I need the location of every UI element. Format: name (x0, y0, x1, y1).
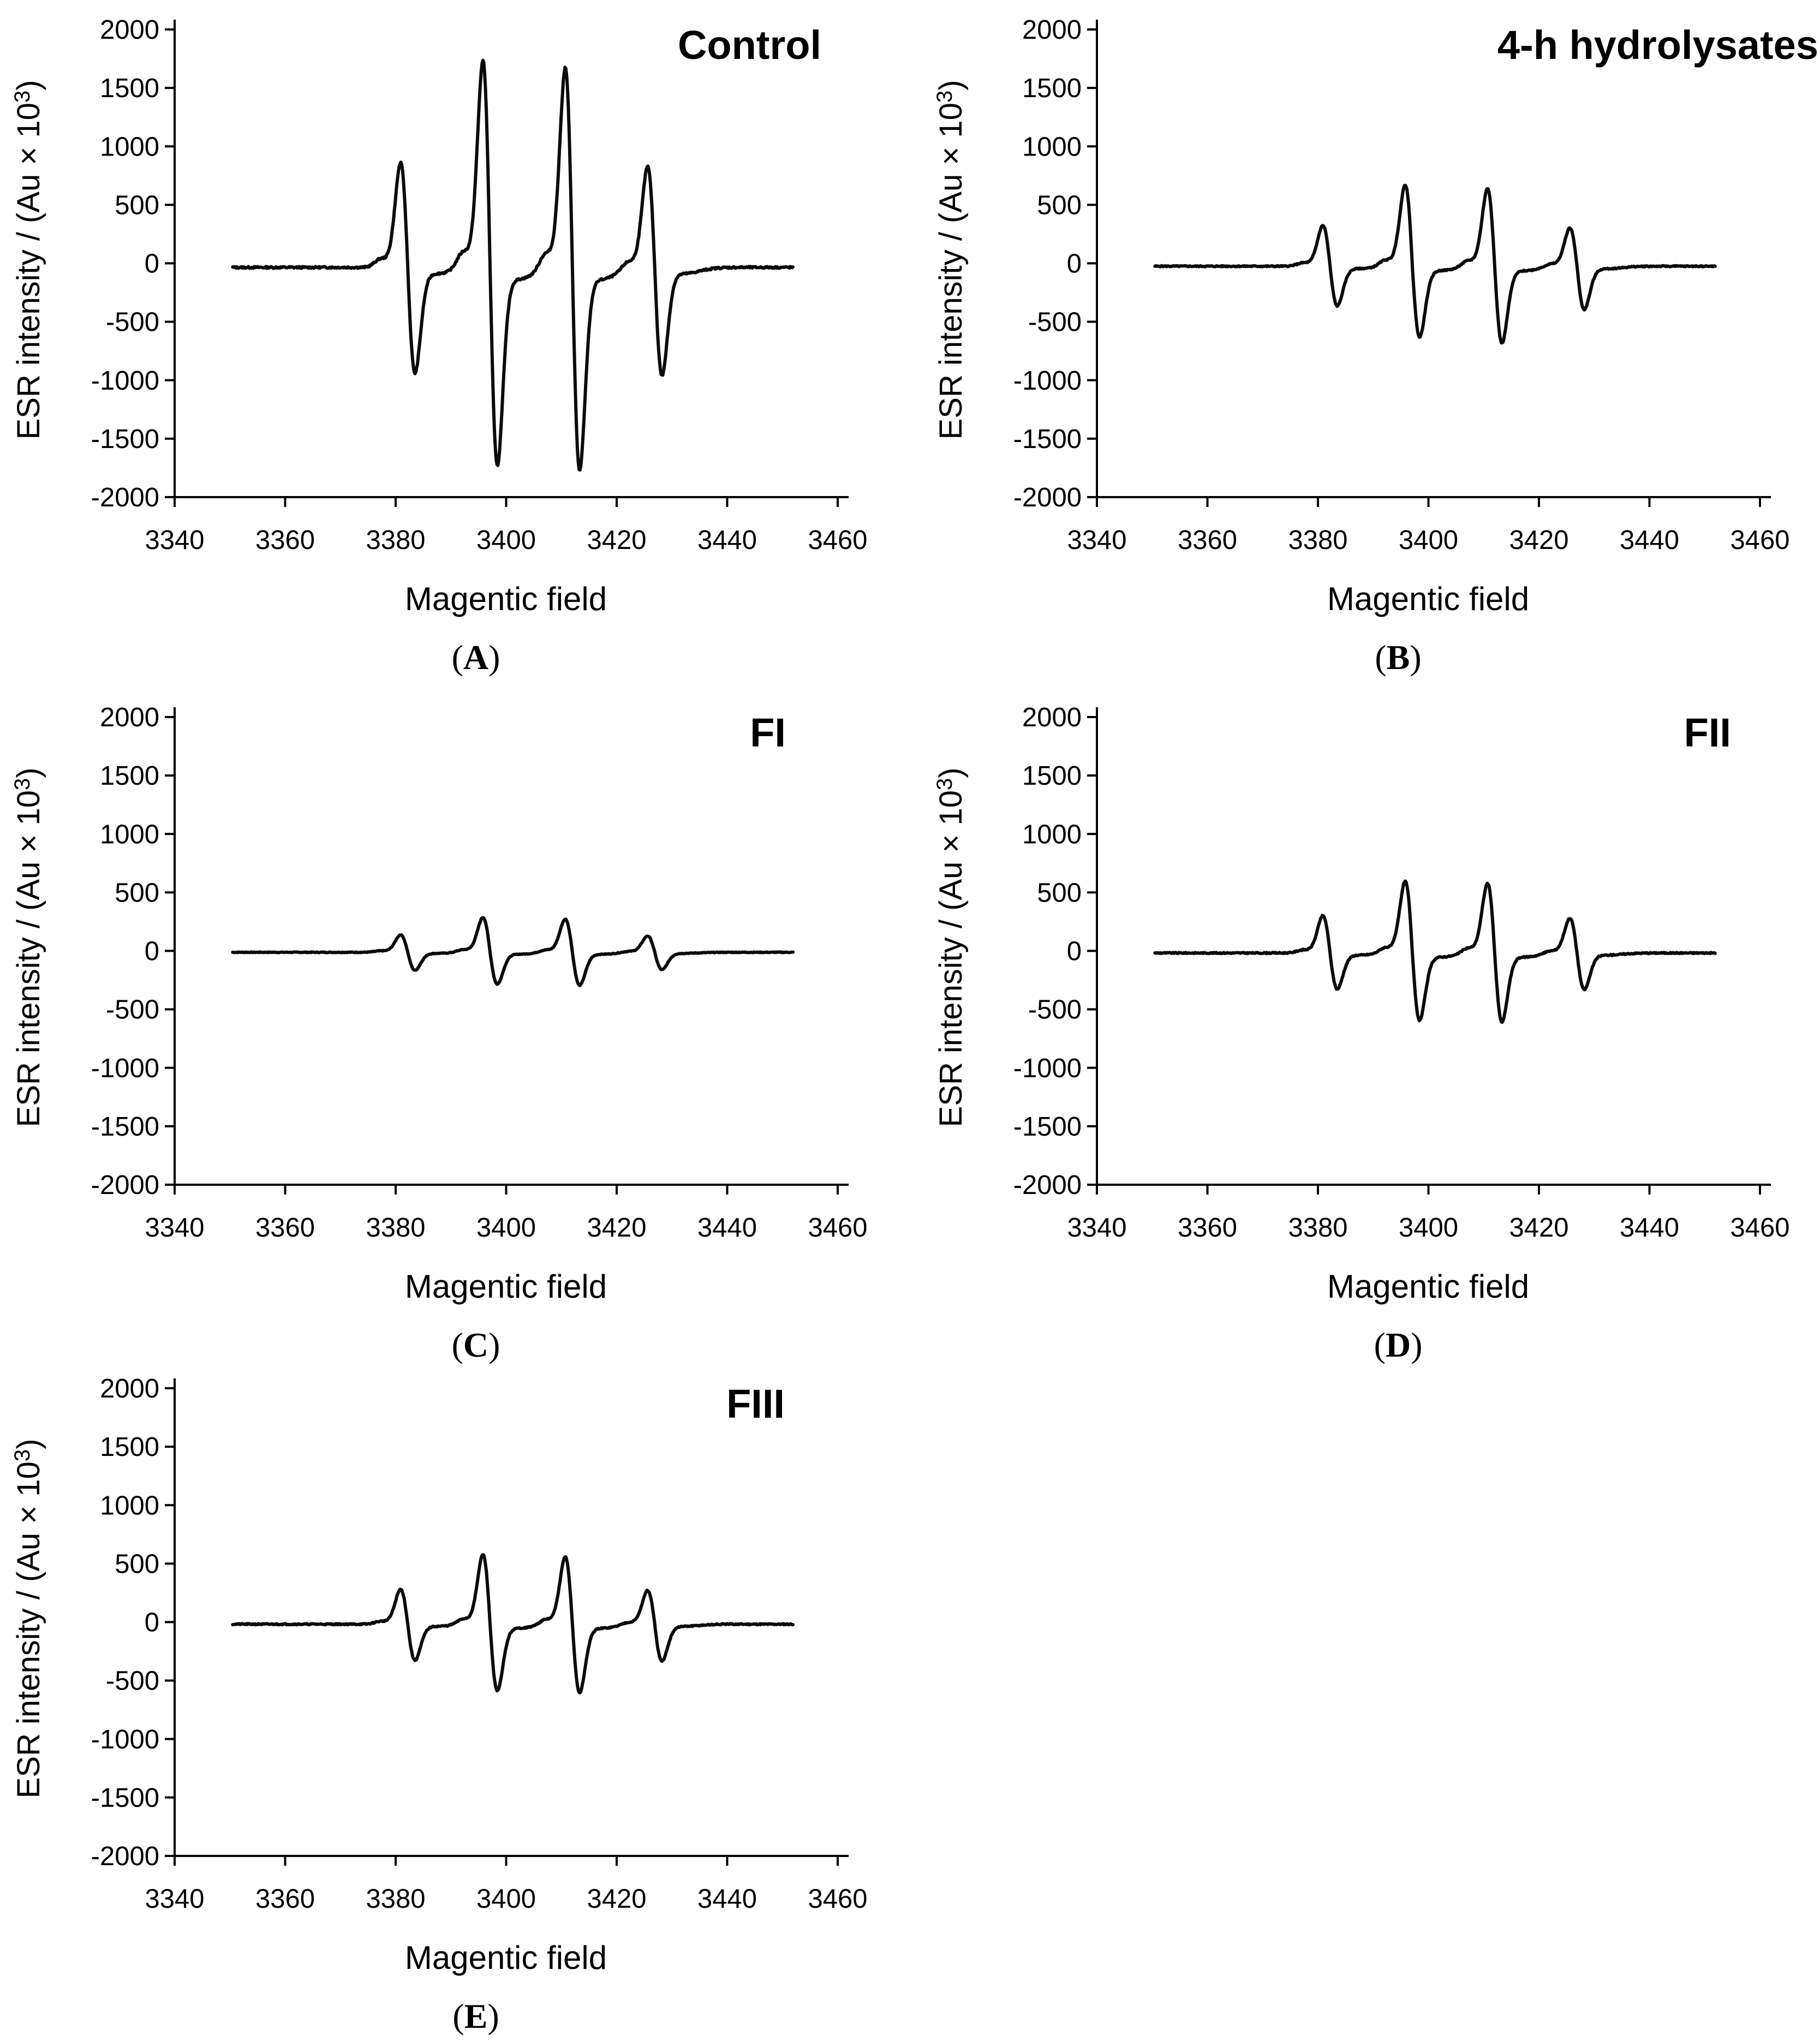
svg-text:3440: 3440 (697, 1884, 757, 1914)
y-axis-label: ESR intensity / $(Au \times 10^3)$ (933, 80, 969, 440)
svg-text:3440: 3440 (1619, 1213, 1680, 1243)
esr-trace (1155, 186, 1715, 343)
esr-plot-b (928, 3, 1820, 683)
svg-text:1500: 1500 (1022, 74, 1082, 104)
svg-text:3400: 3400 (476, 526, 536, 555)
svg-text:1500: 1500 (1022, 761, 1082, 791)
svg-text:500: 500 (1037, 190, 1082, 220)
svg-text:-500: -500 (1028, 995, 1082, 1025)
svg-text:500: 500 (115, 190, 159, 220)
svg-text:3360: 3360 (255, 526, 315, 555)
svg-text:3440: 3440 (697, 526, 757, 555)
svg-text:3380: 3380 (366, 1884, 426, 1914)
svg-text:-1500: -1500 (1013, 424, 1082, 454)
svg-text:-500: -500 (105, 995, 159, 1025)
svg-text:500: 500 (115, 1549, 159, 1579)
svg-text:3460: 3460 (808, 526, 868, 555)
svg-text:-1500: -1500 (91, 424, 159, 454)
svg-text:3340: 3340 (145, 1213, 205, 1243)
y-axis-label: ESR intensity / $(Au \times 10^3)$ (10, 80, 46, 440)
panel-title: FI (750, 710, 786, 755)
esr-trace (1155, 881, 1715, 1023)
svg-text:3360: 3360 (1177, 526, 1238, 555)
axes (1013, 15, 1790, 555)
svg-text:-2000: -2000 (1013, 1171, 1082, 1200)
esr-plot-a (5, 3, 911, 683)
svg-text:3380: 3380 (1288, 526, 1348, 555)
svg-text:3460: 3460 (1730, 526, 1790, 555)
svg-text:-1000: -1000 (91, 1053, 159, 1083)
y-axis-label: ESR intensity / $(Au \times 10^3)$ (933, 767, 969, 1127)
svg-text:1000: 1000 (99, 1491, 159, 1521)
svg-text:500: 500 (1037, 878, 1082, 908)
esr-plot-c (5, 691, 911, 1371)
svg-text:3420: 3420 (587, 1884, 647, 1914)
esr-trace (232, 1555, 793, 1693)
svg-text:-1000: -1000 (1013, 366, 1082, 396)
svg-text:3400: 3400 (1398, 1213, 1459, 1243)
svg-text:3420: 3420 (587, 1213, 647, 1243)
y-axis-label: ESR intensity / $(Au \times 10^3)$ (10, 1438, 46, 1799)
svg-text:-1000: -1000 (91, 366, 159, 396)
svg-text:0: 0 (1066, 936, 1082, 966)
axes (91, 703, 868, 1243)
axes (1013, 703, 1790, 1243)
x-axis-label: Magentic field (404, 1268, 607, 1305)
svg-text:0: 0 (1066, 249, 1082, 279)
svg-text:500: 500 (115, 878, 159, 908)
svg-text:3400: 3400 (476, 1884, 536, 1914)
svg-text:2000: 2000 (1022, 15, 1082, 45)
svg-text:1000: 1000 (1022, 132, 1082, 162)
svg-text:-500: -500 (105, 307, 159, 337)
panel-d (928, 691, 1820, 1371)
svg-text:-1500: -1500 (91, 1783, 159, 1813)
svg-text:3360: 3360 (1177, 1213, 1238, 1243)
panel-a (5, 3, 911, 683)
svg-text:1500: 1500 (99, 761, 159, 791)
svg-text:3440: 3440 (1619, 526, 1680, 555)
svg-text:-2000: -2000 (1013, 483, 1082, 512)
panel-letter: (C) (451, 1325, 500, 1364)
svg-text:3360: 3360 (255, 1884, 315, 1914)
svg-text:2000: 2000 (99, 15, 159, 45)
svg-text:1500: 1500 (99, 1432, 159, 1462)
svg-text:-1000: -1000 (1013, 1053, 1082, 1083)
y-axis-label: ESR intensity / $(Au \times 10^3)$ (10, 767, 46, 1127)
panel-e (5, 1362, 911, 2042)
svg-text:3420: 3420 (1509, 526, 1569, 555)
svg-text:3460: 3460 (808, 1213, 868, 1243)
svg-text:3420: 3420 (1509, 1213, 1569, 1243)
svg-text:0: 0 (144, 936, 159, 966)
panel-b (928, 3, 1820, 683)
svg-text:1500: 1500 (99, 74, 159, 104)
svg-text:3380: 3380 (366, 526, 426, 555)
esr-trace (232, 918, 793, 986)
svg-text:3400: 3400 (1398, 526, 1459, 555)
svg-text:-500: -500 (1028, 307, 1082, 337)
panel-letter: (B) (1375, 638, 1422, 677)
svg-text:1000: 1000 (1022, 820, 1082, 850)
x-axis-label: Magentic field (1327, 581, 1530, 617)
svg-text:3440: 3440 (697, 1213, 757, 1243)
svg-text:3340: 3340 (145, 1884, 205, 1914)
svg-text:3340: 3340 (1067, 1213, 1127, 1243)
svg-text:-1500: -1500 (91, 1112, 159, 1142)
svg-text:-500: -500 (105, 1666, 159, 1696)
svg-text:3380: 3380 (366, 1213, 426, 1243)
svg-text:1000: 1000 (99, 820, 159, 850)
panel-title: 4-h hydrolysates (1497, 22, 1818, 68)
panel-title: Control (677, 22, 821, 68)
svg-text:3460: 3460 (1730, 1213, 1790, 1243)
svg-text:2000: 2000 (99, 703, 159, 732)
esr-trace (232, 60, 793, 470)
svg-text:3340: 3340 (1067, 526, 1127, 555)
svg-text:3360: 3360 (255, 1213, 315, 1243)
panel-title: FIII (726, 1381, 785, 1426)
svg-text:3420: 3420 (587, 526, 647, 555)
x-axis-label: Magentic field (404, 1939, 607, 1976)
x-axis-label: Magentic field (404, 581, 607, 617)
svg-text:3340: 3340 (145, 526, 205, 555)
svg-text:-2000: -2000 (91, 483, 159, 512)
esr-plot-d (928, 691, 1820, 1371)
panel-letter: (D) (1374, 1325, 1423, 1364)
esr-plot-e (5, 1362, 911, 2042)
axes (91, 1374, 868, 1914)
x-axis-label: Magentic field (1327, 1268, 1530, 1305)
panel-c (5, 691, 911, 1371)
svg-text:-1500: -1500 (1013, 1112, 1082, 1142)
svg-text:3380: 3380 (1288, 1213, 1348, 1243)
svg-text:-2000: -2000 (91, 1842, 159, 1871)
svg-text:3400: 3400 (476, 1213, 536, 1243)
panel-title: FII (1684, 710, 1731, 755)
svg-text:2000: 2000 (99, 1374, 159, 1404)
svg-text:0: 0 (144, 249, 159, 279)
svg-text:-2000: -2000 (91, 1171, 159, 1200)
svg-text:3460: 3460 (808, 1884, 868, 1914)
svg-text:-1000: -1000 (91, 1724, 159, 1754)
svg-text:0: 0 (144, 1608, 159, 1638)
svg-text:2000: 2000 (1022, 703, 1082, 732)
panel-letter: (A) (451, 638, 500, 677)
panel-letter: (E) (452, 1997, 499, 2035)
svg-text:1000: 1000 (99, 132, 159, 162)
